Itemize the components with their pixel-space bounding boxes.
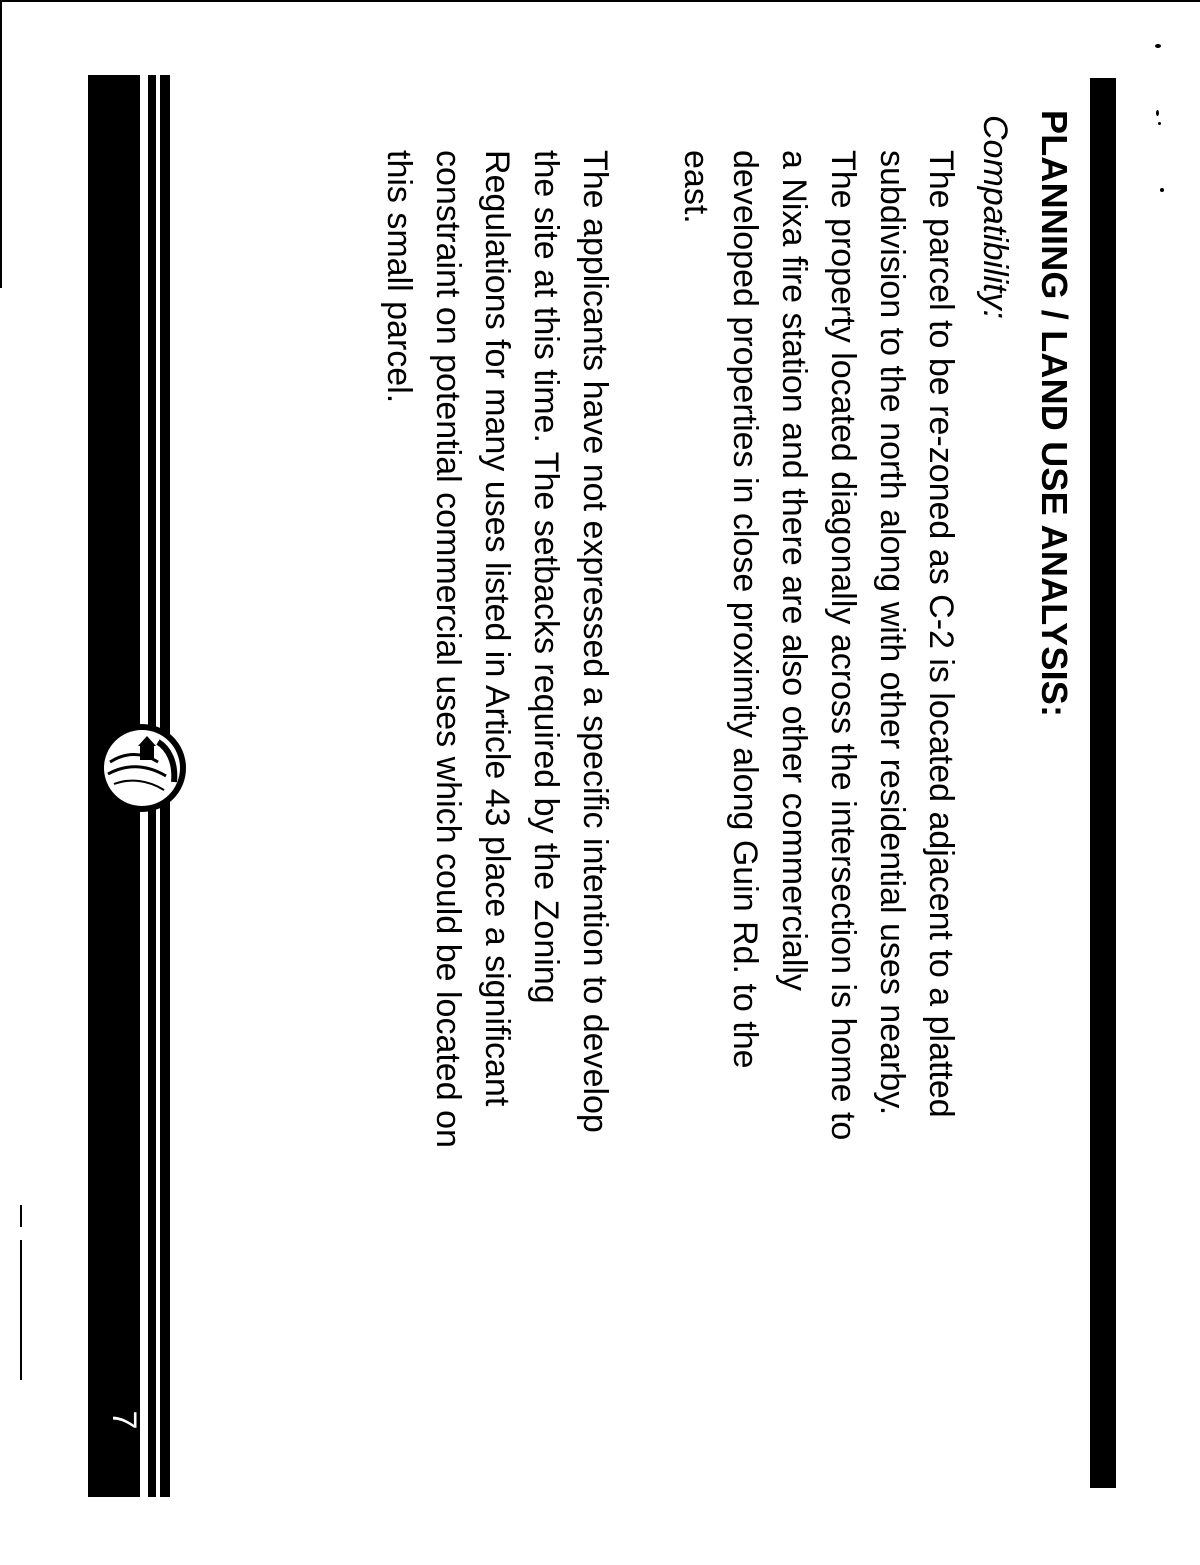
scan-speck bbox=[1155, 44, 1161, 48]
page-content bbox=[375, 110, 1075, 1490]
paragraph: The parcel to be re-zoned as C-2 is located adjacent to a platted subdivision to the north along with other residential uses nearby. The property located diagonally across the intersection is home to a Nixa fire station and there are also other commercially developed properties in close proximity along Guin Rd. to the east. bbox=[677, 150, 960, 1141]
subsection-heading: Compatibility: bbox=[976, 115, 1014, 320]
scan-mark bbox=[20, 1205, 22, 1227]
scan-speck bbox=[1156, 110, 1159, 116]
scan-mark bbox=[20, 1240, 22, 1380]
paragraph: The applicants have not expressed a specific intention to develop the site at this time. The setbacks required by the Zoning Regulations for many uses listed in Article 43 place a significant constraint on potential commercial uses which could be located on this small parcel. bbox=[380, 150, 614, 1148]
scan-speck bbox=[1160, 188, 1164, 192]
scan-edge-top bbox=[0, 0, 1200, 8]
header-band bbox=[1090, 78, 1116, 1488]
scan-edge-left bbox=[0, 0, 2, 288]
page-number: 7 bbox=[105, 1410, 143, 1430]
scan-speck bbox=[1158, 122, 1161, 125]
city-seal-logo-icon bbox=[96, 722, 188, 814]
section-title: PLANNING / LAND USE ANALYSIS: bbox=[1034, 110, 1075, 718]
